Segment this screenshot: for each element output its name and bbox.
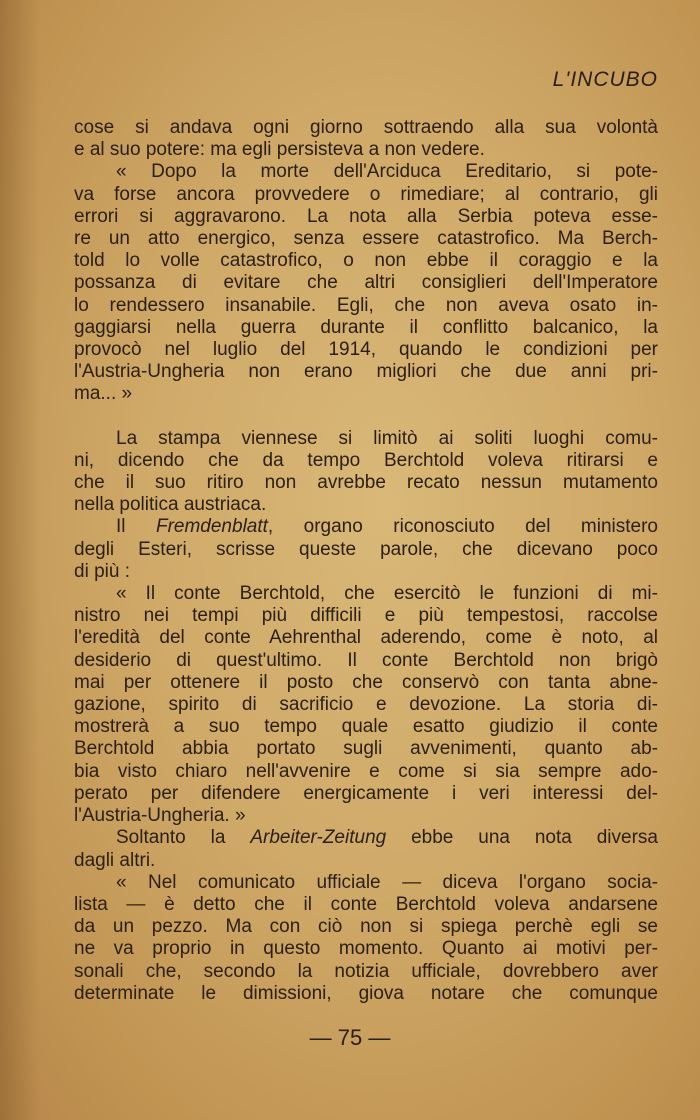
text-line: lista — è detto che il conte Berchtold voleva andarsene (74, 893, 658, 915)
text-line: errori si aggravarono. La nota alla Serbia poteva esse- (74, 205, 658, 227)
body-text (74, 117, 658, 1005)
text-line: di più : (74, 560, 130, 582)
section-gap (74, 406, 658, 428)
paragraph (74, 894, 658, 1005)
newspaper-title: Arbeiter-Zeitung (250, 827, 387, 849)
page-number: — 75 — (309, 1025, 391, 1050)
text-line: La stampa viennese si limitò ai soliti luoghi comu- (116, 427, 658, 449)
page-edge-shadow (0, 0, 40, 1120)
text-line: told lo volle catastrofico, o non ebbe il coraggio e la (74, 250, 658, 272)
paragraph (74, 117, 658, 139)
text-line: ne va proprio in questo momento. Quanto ai motivi per- (74, 938, 658, 960)
text-line: mostrerà a suo tempo quale esatto giudizio il conte (74, 716, 658, 738)
text-line: l'Austria-Ungheria non erano migliori che due anni pri- (74, 361, 658, 383)
text-line: gaggiarsi nella guerra durante il conflitto balcanico, la (74, 316, 658, 338)
text-line: che il suo ritiro non avrebbe recato nessun mutamento (74, 472, 658, 494)
text-line: determinate le dimissioni, giova notare che comunque (74, 982, 658, 1004)
paragraph (74, 516, 658, 538)
paragraph (74, 450, 658, 494)
paragraph (74, 872, 658, 894)
text-line: « Il conte Berchtold, che esercitò le funzioni di mi- (116, 583, 658, 605)
paragraph (74, 561, 658, 583)
text-line: l'Austria-Ungheria. » (74, 805, 246, 827)
paragraph (74, 161, 658, 183)
text-line: degli Esteri, scrisse queste parole, che dicevano poco (74, 538, 658, 560)
paragraph (74, 494, 658, 516)
paragraph (74, 383, 658, 405)
text-line: dagli altri. (74, 849, 156, 871)
paragraph (74, 827, 658, 849)
text-line: « Dopo la morte dell'Arciduca Ereditario, si pote- (116, 161, 658, 183)
text-line: possanza di evitare che altri consiglieri dell'Imperatore (74, 272, 658, 294)
text-line: gazione, spirito di sacrificio e devozione. La storia di- (74, 694, 658, 716)
text-line: Il Fremdenblatt, organo riconosciuto del ministero (116, 516, 659, 538)
text-line: lo rendessero insanabile. Egli, che non aveva osato in- (74, 294, 658, 316)
paragraph (74, 428, 658, 450)
text-line: Soltanto la Arbeiter-Zeitung ebbe una nota diversa (116, 827, 658, 849)
paragraph (74, 539, 658, 561)
text-line: Berchtold abbia portato sugli avvenimenti, quanto ab- (74, 738, 658, 760)
text-line: desiderio di quest'ultimo. Il conte Berchtold non brigò (74, 649, 658, 671)
text-line: sonali che, secondo la notizia ufficiale, dovrebbero aver (74, 960, 658, 982)
text-line: va forse ancora provvedere o rimediare; al contrario, gli (74, 183, 658, 205)
paragraph (74, 184, 658, 384)
text-line: ma... » (74, 383, 133, 405)
paragraph (74, 850, 658, 872)
paragraph (74, 583, 658, 605)
running-head: L'INCUBO (552, 68, 658, 91)
text-line: ni, dicendo che da tempo Berchtold voleva ritirarsi e (74, 449, 658, 471)
text-line: re un atto energico, senza essere catastrofico. Ma Berch- (74, 228, 658, 250)
text-line: « Nel comunicato ufficiale — diceva l'organo socia- (116, 871, 658, 893)
text-line: mai per ottenere il posto che conservò con tanta abne- (74, 671, 658, 693)
newspaper-title: Fremdenblatt (155, 516, 268, 538)
text-line: cose si andava ogni giorno sottraendo alla sua volontà (74, 117, 658, 138)
paragraph (74, 805, 658, 827)
text-line: perato per difendere energicamente i veri interessi del- (74, 782, 658, 804)
text-line: l'eredità del conte Aehrenthal aderendo, come è noto, al (74, 627, 658, 649)
paragraph (74, 139, 658, 161)
text-line: nella politica austriaca. (74, 494, 267, 516)
text-line: bia visto chiaro nell'avvenire e come si sia sempre ado- (74, 760, 658, 782)
text-line: e al suo potere: ma egli persisteva a non vedere. (74, 139, 485, 161)
text-line: provocò nel luglio del 1914, quando le condizioni per (74, 339, 658, 361)
paragraph (74, 605, 658, 805)
text-line: da un pezzo. Ma con ciò non si spiega perchè egli se (74, 916, 658, 938)
text-line: nistro nei tempi più difficili e più tempestosi, raccolse (74, 605, 658, 627)
